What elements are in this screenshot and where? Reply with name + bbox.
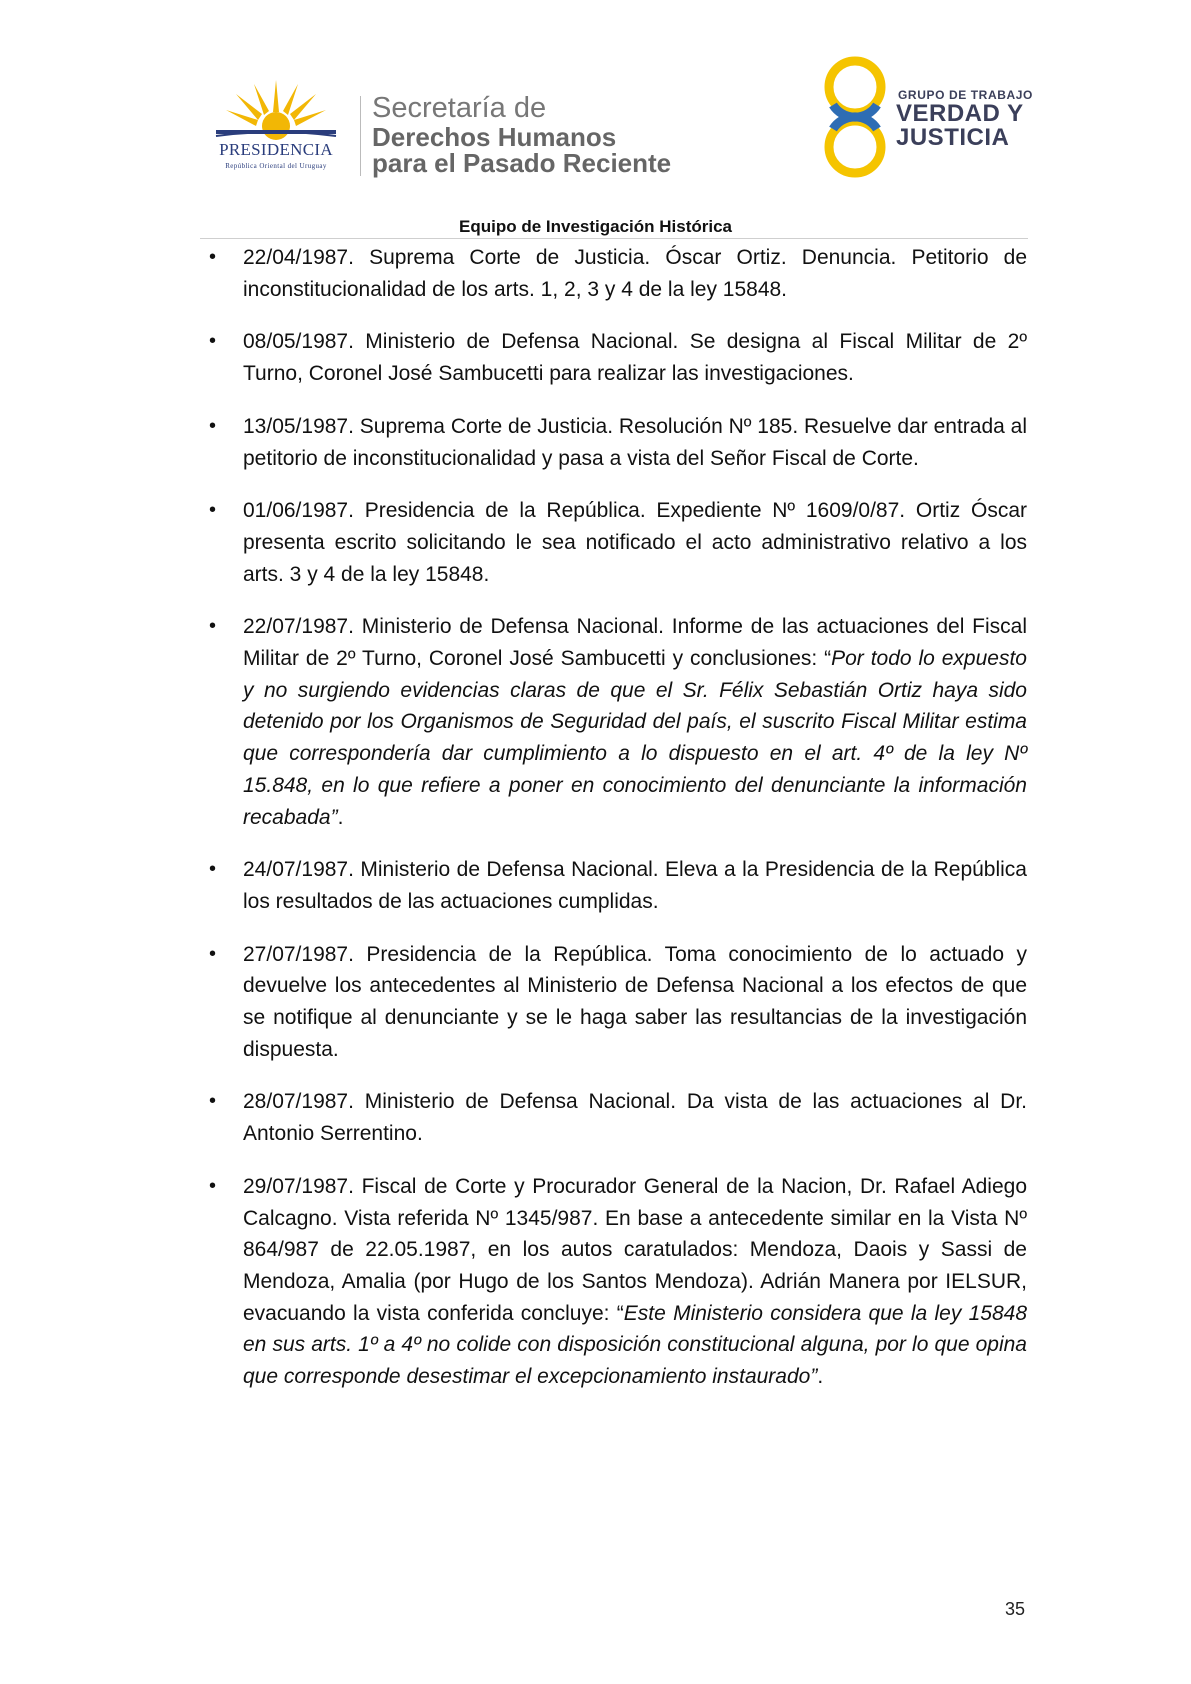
item-text: 28/07/1987. Ministerio de Defensa Nacional. Da vista de las actuaciones al Dr. Antonio Serrentino.	[243, 1090, 1027, 1146]
presidencia-logo	[196, 78, 356, 178]
bullet-icon: •	[209, 858, 217, 881]
list-item	[209, 495, 1027, 590]
grupo-big-label-2: JUSTICIA	[896, 124, 1010, 151]
grupo-small-label: GRUPO DE TRABAJO	[898, 88, 1033, 102]
list-item	[209, 611, 1027, 833]
item-text: 22/04/1987. Suprema Corte de Justicia. Óscar Ortiz. Denuncia. Petitorio de inconstitucionalidad de los arts. 1, 2, 3 y 4 de la ley 15848.	[243, 246, 1027, 301]
bullet-icon: •	[209, 1090, 217, 1113]
list-item	[209, 411, 1027, 474]
item-text: 01/06/1987. Presidencia de la República. Expediente Nº 1609/0/87. Ortiz Óscar presenta escrito solicitando le sea notificado el acto administrativo relativo a los arts. 3 y 4 de la ley 15848.	[243, 499, 1027, 586]
item-quote: Este Ministerio considera que la ley 15848 en sus arts. 1º a 4º no colide con disposición constitucional alguna, por lo que opina que corresponde desestimar el excepcionamiento instaurado”	[243, 1301, 1028, 1389]
list-item	[209, 326, 1027, 389]
item-text: 29/07/1987. Fiscal de Corte y Procurador General de la Nacion, Dr. Rafael Adiego Calcagno. Vista referida Nº 1345/987. En base a antecedente similar en la Vista Nº 864/987 de 22.05.1987, en los autos caratulados: Mendoza, Daois y Sassi de Mendoza, Amalia (por Hugo de los Santos Mendoza). Adrián Manera por IELSUR, evacuando la vista conferida concluye: “	[243, 1174, 1027, 1325]
secretaria-line3: para el Pasado Reciente	[372, 148, 672, 178]
page-number: 35	[1005, 1599, 1026, 1619]
bullet-icon: •	[209, 330, 217, 353]
list-item	[209, 1086, 1027, 1149]
section-title: Equipo de Investigación Histórica	[459, 217, 732, 236]
item-quote: Por todo lo expuesto y no surgiendo evidencias claras de que el Sr. Félix Sebastián Ortiz haya sido detenido por los Organismos de Seguridad del país, el suscrito Fiscal Militar estima que correspondería dar cumplimiento a lo dispuesto en el art. 4º de la ley Nº 15.848, en lo que refiere a poner en conocimiento del denunciante la información recabada”	[243, 647, 1027, 829]
item-text: 24/07/1987. Ministerio de Defensa Nacional. Eleva a la Presidencia de la República los resultados de las actuaciones cumplidas.	[243, 858, 1027, 913]
sun-emblem-icon	[196, 78, 356, 140]
bullet-icon: •	[209, 246, 217, 268]
bullet-icon: •	[209, 414, 217, 437]
page-header	[0, 0, 1191, 240]
verdad-justicia-rings-icon	[815, 55, 895, 180]
item-text: 22/07/1987. Ministerio de Defensa Nacional. Informe de las actuaciones del Fiscal Militar de 2º Turno, Coronel José Sambucetti y conclusiones: “	[243, 615, 1027, 671]
list-item	[209, 242, 1027, 305]
item-text: 08/05/1987. Ministerio de Defensa Nacional. Se designa al Fiscal Militar de 2º Turno, Coronel José Sambucetti para realizar las investigaciones.	[243, 330, 1027, 386]
bullet-icon: •	[209, 499, 217, 522]
presidencia-subtitle: República Oriental del Uruguay	[225, 162, 327, 170]
item-text: 27/07/1987. Presidencia de la República. Toma conocimiento de lo actuado y devuelve los antecedentes al Ministerio de Defensa Nacional a los efectos de que se notifique al denunciante y se le haga saber las resultancias de la investigación dispuesta.	[243, 942, 1027, 1061]
secretaria-line2: Derechos Humanos	[372, 122, 617, 152]
list-item	[209, 854, 1027, 917]
bullet-icon: •	[209, 1174, 217, 1197]
item-text: 13/05/1987. Suprema Corte de Justicia. Resolución Nº 185. Resuelve dar entrada al petitorio de inconstitucionalidad y pasa a vista del Señor Fiscal de Corte.	[243, 414, 1027, 470]
item-tail: .	[817, 1365, 824, 1389]
secretaria-line1: Secretaría de	[372, 92, 547, 124]
bullet-icon: •	[209, 942, 217, 965]
chronology-list	[209, 242, 1027, 1414]
header-divider	[360, 96, 361, 176]
list-item	[209, 1171, 1027, 1393]
item-tail: .	[337, 805, 344, 829]
presidencia-name: PRESIDENCIA	[219, 140, 333, 159]
list-item	[209, 939, 1027, 1066]
grupo-big-label-1: VERDAD Y	[896, 100, 1024, 127]
bullet-icon: •	[209, 615, 217, 638]
header-rule	[200, 238, 1028, 239]
